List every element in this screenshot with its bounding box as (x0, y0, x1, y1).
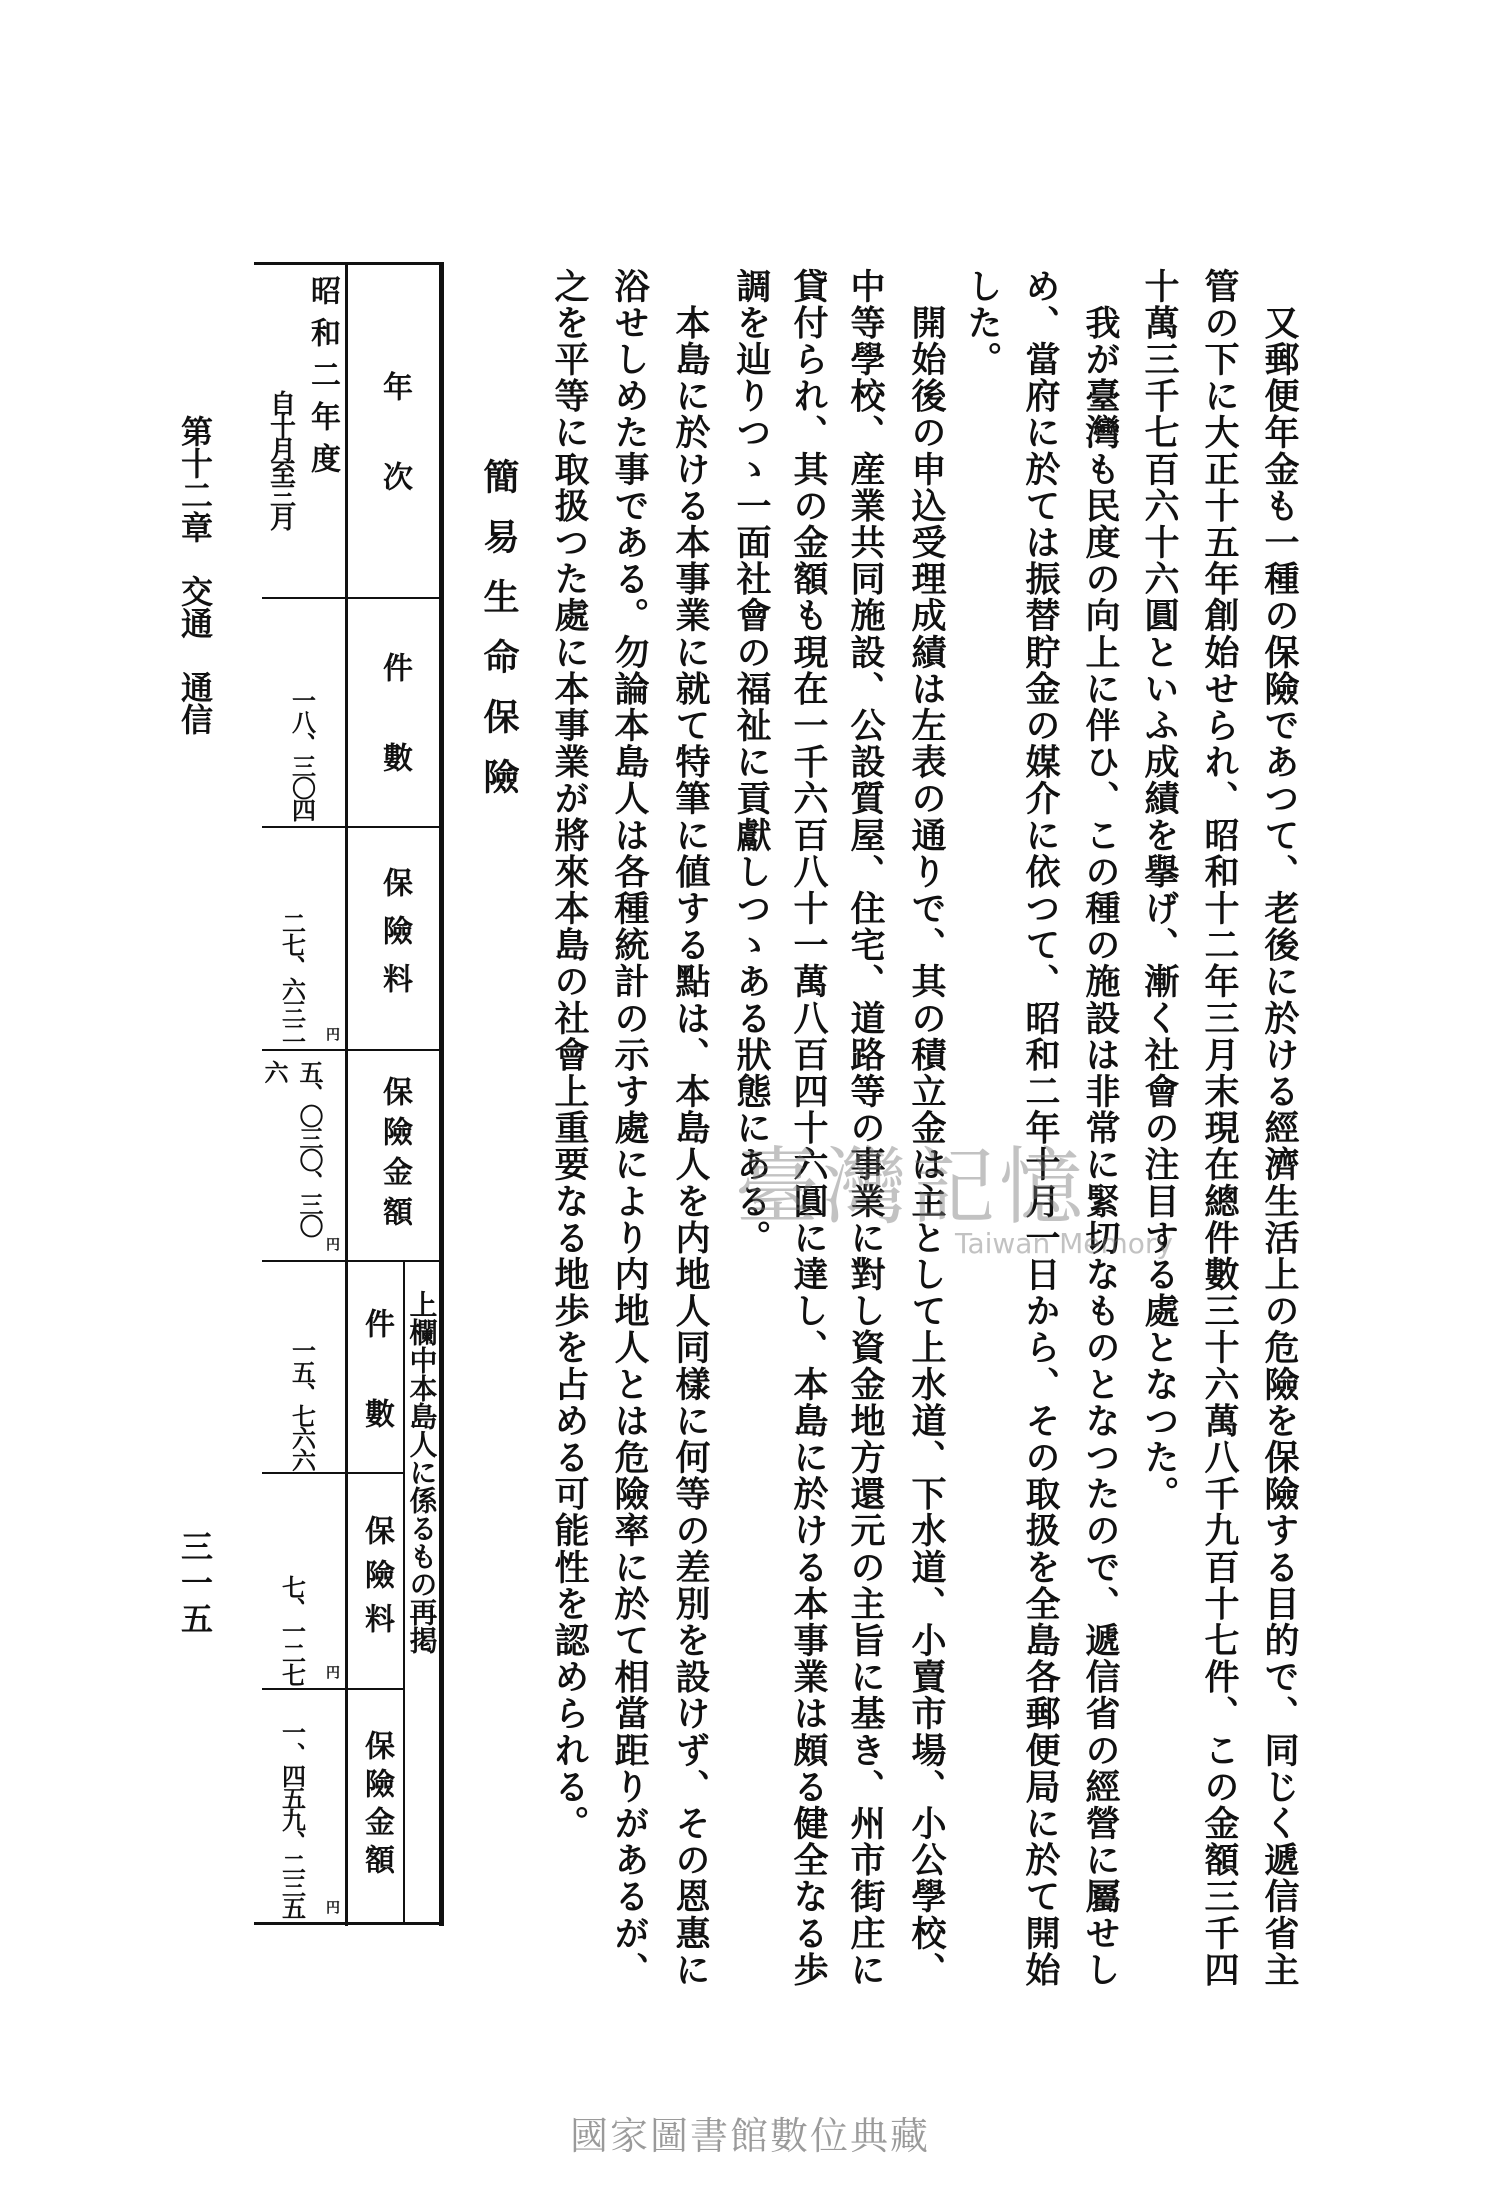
table-right-rule (439, 262, 444, 1926)
header-sub-count: 件 數 (359, 1307, 394, 1428)
cell-sub-insured: 一、四五九、二三五 (277, 1720, 307, 1918)
text-column: 貸付られ、其の金額も現在一千六百八十一萬八百四十六圓に達し、本島に於ける本事業は頗る健全なる歩 (788, 268, 829, 1989)
header-sub-premium: 保險料 (359, 1515, 394, 1647)
header-count: 件 數 (377, 652, 412, 772)
text-column: 又郵便年金も一種の保險であつて、老後に於ける經濟生活上の危險を保險する目的で、同じく遞信省主 (1259, 268, 1300, 1989)
text-column: 浴せしめた事である。勿論本島人は各種統計の示す處により内地人とは危險率に於て相當距りがあるが、 (609, 268, 650, 1989)
text-column: 開始後の申込受理成績は左表の通りで、其の積立金は主として上水道、下水道、小賣市場、小公學校、 (906, 268, 947, 1989)
cell-count: 一八、三〇四 (287, 688, 317, 820)
page-number: 三一五 (176, 1530, 214, 1638)
header-sub-insured: 保險金額 (359, 1730, 394, 1882)
section-heading: 簡易生命保險 (478, 458, 520, 818)
unit-yen (322, 1660, 342, 1684)
header-insured-amount: 保險金額 (377, 1075, 412, 1236)
text-column: 之を平等に取扱つた處に本事業が將來本島の社會上重要なる地歩を占める可能性を認められる。 (549, 268, 590, 1842)
text-column: 十萬三千七百六十六圓といふ成績を擧げ、漸く社會の注目する處となつた。 (1139, 268, 1180, 1513)
table-top-rule (254, 262, 444, 265)
header-premium: 保險料 (377, 866, 412, 1011)
unit-label: 円 (324, 1900, 340, 1914)
cell-sub-premium: 七、一二七 (277, 1575, 307, 1685)
row-divider (262, 1472, 403, 1474)
cell-insured: 五、〇三〇、三〇六 (260, 1060, 324, 1236)
text-column: 調を辿りつゝ一面社會の福祉に貢獻しつゝある狀態にある。 (731, 268, 772, 1257)
chapter-title: 第十二章 交通 通信 (176, 415, 214, 735)
row-divider (262, 826, 440, 828)
row-divider (262, 1049, 440, 1051)
year-sub: 自十月至三月 (265, 390, 296, 528)
unit-label: 円 (324, 1665, 340, 1679)
taiwan-memory-watermark (735, 1120, 1173, 1260)
library-watermark: 國家圖書館數位典藏 (569, 2114, 930, 2158)
table-divider (345, 262, 348, 1926)
header-year: 年 次 (377, 371, 412, 491)
unit-yen (322, 1895, 342, 1919)
header-sub-label: 上欄中本島人に係るもの再掲 (405, 1290, 439, 1654)
text-column: 我が臺灣も民度の向上に伴ひ、この種の施設は非常に緊切なものとなつたので、遞信省の經營に屬せし (1080, 268, 1121, 1989)
table-bottom-rule (254, 1922, 444, 1925)
unit-yen (322, 1232, 342, 1256)
unit-label: 円 (324, 1027, 340, 1041)
row-divider (262, 1688, 403, 1690)
cell-premium: 二七、六三二 (277, 911, 307, 1043)
text-column: 管の下に大正十五年創始せられ、昭和十二年三月末現在總件數三十六萬八千九百十七件、この金額三千四 (1199, 268, 1240, 1989)
row-divider (262, 1260, 440, 1262)
unit-label: 円 (324, 1237, 340, 1251)
unit-yen (322, 1022, 342, 1046)
text-column: した。 (962, 268, 1003, 378)
year-main: 昭和二年度 (305, 275, 340, 485)
text-column: 本島に於ける本事業に就て特筆に値する點は、本島人を内地人同樣に何等の差別を設けず、その恩惠に (670, 268, 711, 1989)
text-column: め、當府に於ては振替貯金の媒介に依つて、昭和二年十月一日から、その取扱を全島各郵便局に於て開始 (1020, 268, 1061, 1989)
cell-sub-count: 一五、七六六 (287, 1338, 317, 1470)
text-column: 中等學校、産業共同施設、公設質屋、住宅、道路等の事業に對し資金地方還元の主旨に基き、州市街庄に (845, 268, 886, 1989)
watermark-subtitle: Taiwan Memory (955, 1227, 1173, 1260)
watermark-logo: 臺灣記憶 (735, 1138, 1088, 1236)
row-divider (262, 597, 440, 599)
